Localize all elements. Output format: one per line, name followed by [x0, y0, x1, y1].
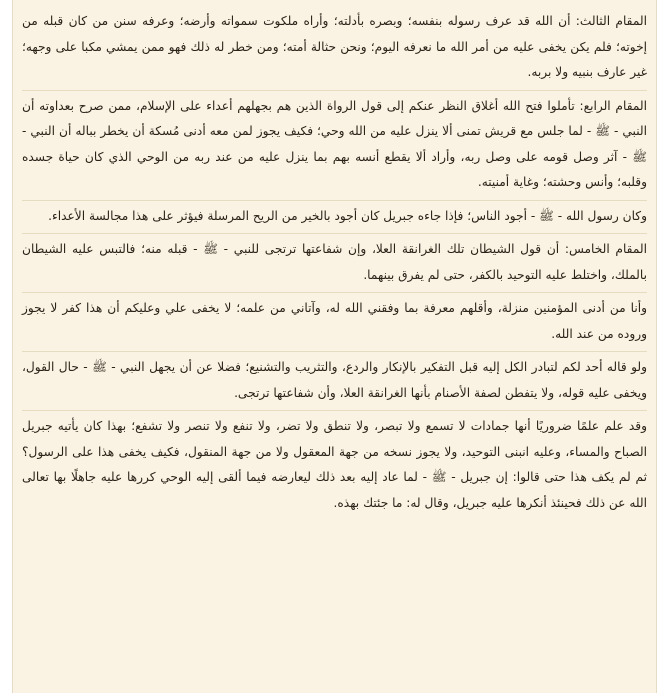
page-border-right	[656, 0, 657, 693]
paragraph-fourth-station: المقام الرابع: تأملوا فتح الله أغلاق النظر عنكم إلى قول الرواة الذين هم بجهلهم أعداء على الإسلام، ممن صرح بعداوته أن النبي - ﷺ - لما جلس مع قريش تمنى ألا ينزل عليه من الله وحي؛ فكيف يجوز لمن معه أدنى مُسكة أن يخطر بباله أن النبي - ﷺ - آثر وصل قومه على وصل ربه، وأراد ألا يقطع أنسه بهم بما ينزل عليه من عند ربه من الوحي الذي كان حياة جسده وقلبه؛ وأنس وحشته؛ وغاية أمنيته.	[22, 91, 647, 201]
paragraph-idols-knowledge: وقد علم علمًا ضروريًا أنها جمادات لا تسمع ولا تبصر، ولا تنطق ولا تضر، ولا تنفع ولا تنصر ولا تشفع؛ بهذا كان يأتيه جبريل الصباح والمساء، وعليه انبنى التوحيد، ولا يجوز نسخه من جهة المعقول ولا من جهة المنقول، فكيف يخفى هذا على الرسول؟ ثم لم يكف هذا حتى قالوا: إن جبريل - ﷺ - لما عاد إليه بعد ذلك ليعارضه فيما ألقى إليه الوحي كررها عليه جاهلًا بها تعالى الله عن ذلك فحينئذ أنكرها عليه جبريل، وقال له: ما جئتك بهذه.	[22, 419, 647, 510]
page-border-left	[12, 0, 13, 693]
paragraph-fifth-station: المقام الخامس: أن قول الشيطان تلك الغرانقة العلا، وإن شفاعتها ترتجى للنبي - ﷺ - قبله منه؛ فالتبس عليه الشيطان بالملك، واختلط عليه التوحيد بالكفر، حتى لم يفرق بينهما.	[22, 234, 647, 293]
paragraph-generosity: وكان رسول الله - ﷺ - أجود الناس؛ فإذا جاءه جبريل كان أجود بالخير من الريح المرسلة فيؤثر على هذا مجالسة الأعداء.	[22, 201, 647, 235]
document-page	[12, 0, 657, 693]
paragraph-rebuke: ولو قاله أحد لكم لتبادر الكل إليه قبل التفكير بالإنكار والردع، والتثريب والتشنيع؛ فضلا عن أن يجهل النبي - ﷺ - حال القول، ويخفى عليه قوله، ولا يتفطن لصفة الأصنام بأنها الغرانقة العلا، وأن شفاعتها ترتجى.	[22, 352, 647, 411]
paragraph-third-station: المقام الثالث: أن الله قد عرف رسوله بنفسه؛ وبصره بأدلته؛ وأراه ملكوت سمواته وأرضه؛ وعرفه سنن من كان قبله من إخوته؛ فلم يكن يخفى عليه من أمر الله ما نعرفه اليوم؛ ونحن حثالة أمته؛ ومن خطر له ذلك فهو ممن يمشي مكبا على وجهه؛ غير عارف بنبيه ولا بربه.	[22, 6, 647, 91]
paragraph-humble-believer: وأنا من أدنى المؤمنين منزلة، وأقلهم معرفة بما وفقني الله له، وآتاني من علمه؛ لا يخفى علي وعليكم أن هذا كفر لا يجوز وروده من عند الله.	[22, 293, 647, 352]
